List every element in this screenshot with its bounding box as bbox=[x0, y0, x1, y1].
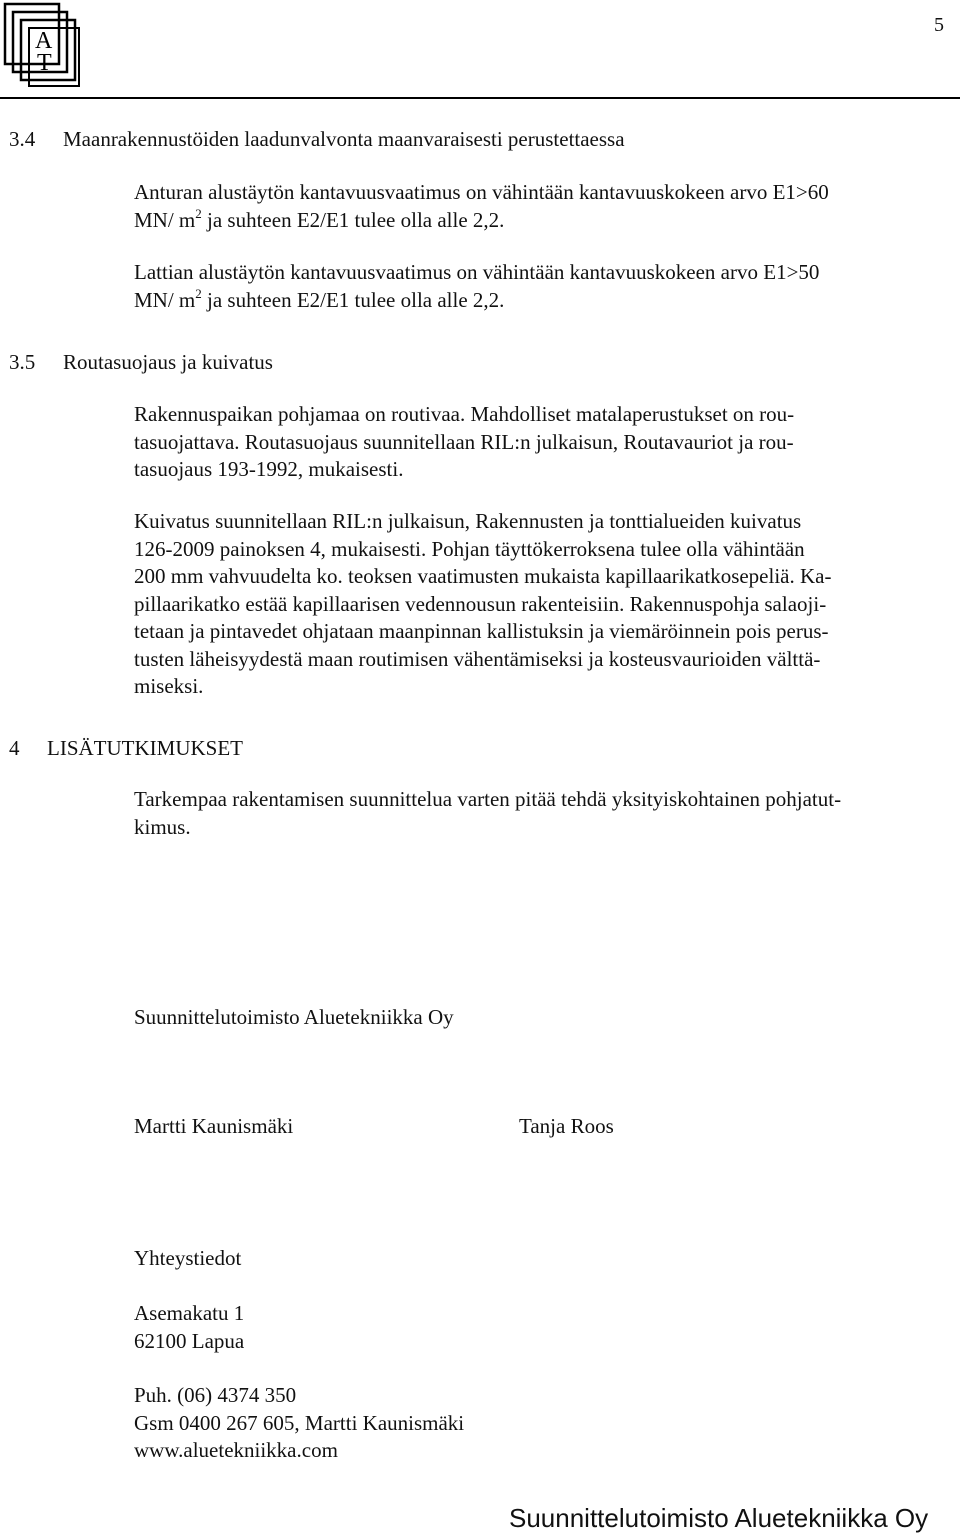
contact-gsm: Gsm 0400 267 605, Martti Kaunismäki bbox=[134, 1410, 465, 1435]
signer-name: Martti Kaunismäki bbox=[134, 1114, 294, 1138]
paragraph-line bbox=[134, 287, 930, 315]
section-3-5-number: 3.5 bbox=[9, 350, 36, 374]
section-3-5-paragraph-2 bbox=[134, 508, 930, 701]
signature-company: Suunnittelutoimisto Aluetekniikka Oy bbox=[134, 1005, 454, 1029]
paragraph-line: tasuojattava. Routasuojaus suunnitellaan RIL:n julkaisun, Routavauriot ja rou- bbox=[134, 429, 794, 454]
page-number: 5 bbox=[934, 14, 944, 36]
unit-text: MN/ m bbox=[134, 207, 196, 232]
line-rest: ja suhteen E2/E1 tulee olla alle 2,2. bbox=[201, 207, 505, 232]
paragraph-line: pillaarikatko estää kapillaarisen vedennousun rakenteisiin. Rakennuspohja salaoji- bbox=[134, 591, 827, 616]
paragraph-line: Kuivatus suunnitellaan RIL:n julkaisun, Rakennusten ja tonttialueiden kuivatus bbox=[134, 509, 802, 533]
signer-name: Tanja Roos bbox=[519, 1114, 614, 1138]
paragraph-line: 200 mm vahvuudelta ko. teoksen vaatimusten mukaista kapillaarikatkosepeliä. Ka- bbox=[134, 564, 832, 588]
contact-address bbox=[134, 1300, 244, 1355]
contact-phone: Puh. (06) 4374 350 bbox=[134, 1383, 297, 1407]
section-4-paragraph-1 bbox=[134, 786, 930, 841]
section-3-4-title: Maanrakennustöiden laadunvalvonta maanvaraisesti perustettaessa bbox=[63, 127, 625, 151]
line-rest: ja suhteen E2/E1 tulee olla alle 2,2. bbox=[201, 287, 505, 312]
header-rule bbox=[0, 97, 960, 99]
section-3-4-number: 3.4 bbox=[9, 127, 36, 151]
unit-text: MN/ m bbox=[134, 287, 196, 312]
paragraph-line bbox=[134, 207, 930, 235]
footer-company: Suunnittelutoimisto Aluetekniikka Oy bbox=[509, 1503, 929, 1533]
paragraph-line: kimus. bbox=[134, 814, 191, 839]
section-3-5-paragraph-1 bbox=[134, 401, 930, 484]
paragraph-line: Lattian alustäytön kantavuusvaatimus on vähintään kantavuuskokeen arvo E1>50 bbox=[134, 260, 820, 284]
paragraph-line: tetaan ja pintavedet ohjataan maanpinnan kallistuksin ja viemäröinnein pois perus- bbox=[134, 619, 829, 643]
paragraph-line: Rakennuspaikan pohjamaa on routivaa. Mahdolliset matalaperustukset on rou- bbox=[134, 402, 795, 426]
section-3-4-paragraph-2 bbox=[134, 259, 930, 314]
logo-letter-a: A bbox=[35, 28, 53, 54]
contact-postal: 62100 Lapua bbox=[134, 1328, 245, 1353]
paragraph-line: miseksi. bbox=[134, 674, 204, 698]
superscript: 2 bbox=[195, 285, 202, 301]
paragraph-line: tusten läheisyydestä maan routimisen vähentämiseksi ja kosteusvaurioiden välttä- bbox=[134, 646, 821, 671]
contact-street: Asemakatu 1 bbox=[134, 1301, 245, 1325]
contact-numbers bbox=[134, 1382, 464, 1465]
section-3-5-title: Routasuojaus ja kuivatus bbox=[63, 350, 273, 374]
section-3-4-paragraph-1 bbox=[134, 179, 930, 234]
paragraph-line: 126-2009 painoksen 4, mukaisesti. Pohjan täyttökerroksena tulee olla vähintään bbox=[134, 536, 805, 561]
paragraph-line: tasuojaus 193-1992, mukaisesti. bbox=[134, 457, 404, 481]
section-4-title: LISÄTUTKIMUKSET bbox=[47, 736, 243, 760]
company-logo bbox=[3, 2, 83, 90]
paragraph-line: Anturan alustäytön kantavuusvaatimus on vähintään kantavuuskokeen arvo E1>60 bbox=[134, 180, 829, 204]
logo-letter-t: T bbox=[37, 50, 52, 76]
paragraph-line: Tarkempaa rakentamisen suunnittelua varten pitää tehdä yksityiskohtainen pohjatut- bbox=[134, 787, 842, 811]
contact-website-link[interactable]: www.aluetekniikka.com bbox=[134, 1438, 338, 1462]
superscript: 2 bbox=[195, 205, 202, 221]
contact-heading: Yhteystiedot bbox=[134, 1246, 242, 1270]
section-4-number: 4 bbox=[9, 736, 20, 760]
